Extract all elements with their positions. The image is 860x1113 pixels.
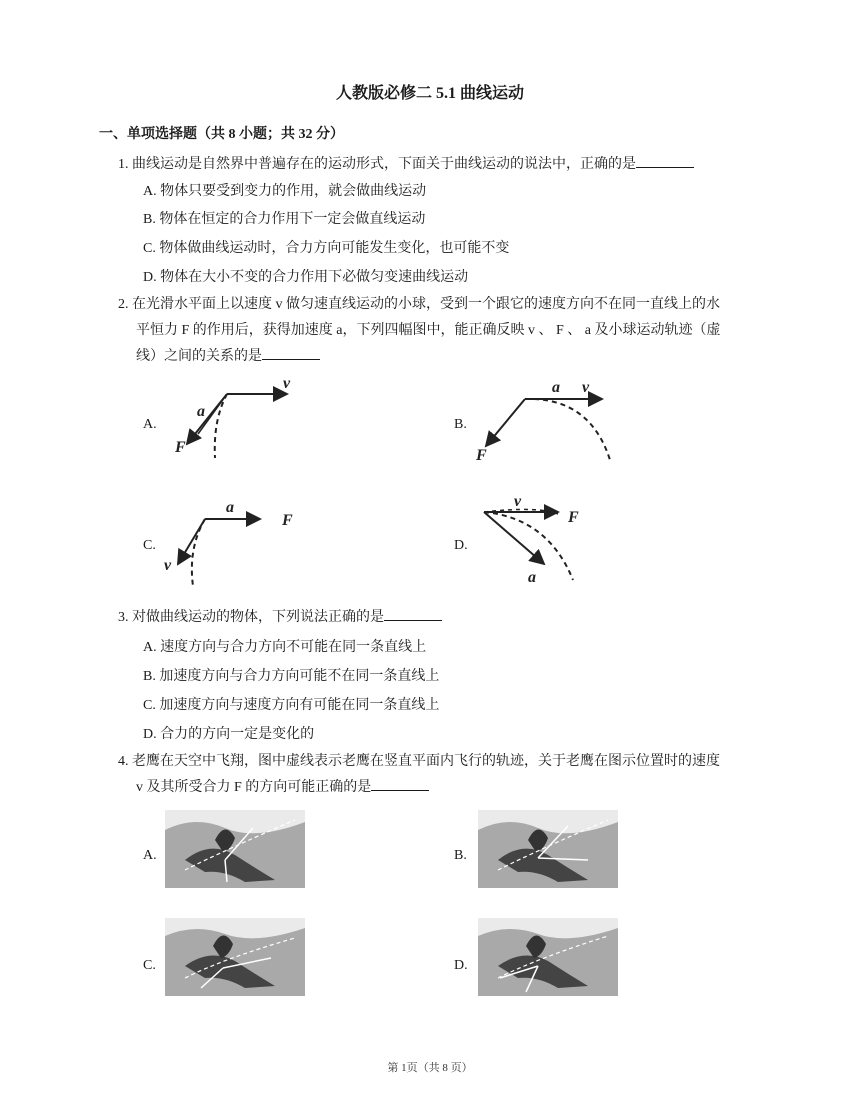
symbol-f: F [476, 447, 487, 464]
symbol-a: a [552, 379, 560, 396]
q1-option-a: A. 物体只要受到变力的作用，就会做曲线运动 [143, 184, 427, 199]
question-1-stem [118, 152, 768, 178]
q1-option-c: C. 物体做曲线运动时，合力方向可能发生变化，也可能不变 [143, 241, 510, 256]
question-2-line-3-text: 线）之间的关系的是 [136, 349, 262, 364]
page-title: 人教版必修二 5.1 曲线运动 [335, 85, 524, 102]
q4-label-c: C. [143, 958, 156, 973]
question-2-line-1: 2. 在光滑水平面上以速度 v 做匀速直线运动的小球，受到一个跟它的速度方向不在同一直线上的水 [118, 297, 720, 312]
q2-label-b: B. [454, 417, 467, 432]
answer-blank [371, 776, 429, 791]
section-heading: 一、单项选择题（共 8 小题；共 32 分） [99, 127, 344, 142]
q4-label-a: A. [143, 848, 157, 863]
eagle-photo-b [478, 810, 618, 888]
acceleration-arrow [484, 512, 544, 564]
eagle-illustration-icon [165, 810, 305, 888]
q1-option-b: B. 物体在恒定的合力作用下一定会做直线运动 [143, 212, 426, 227]
symbol-a: a [197, 403, 205, 420]
symbol-a: a [528, 569, 536, 586]
eagle-illustration-icon [478, 918, 618, 996]
symbol-v: v [582, 379, 590, 396]
question-4-line-2-text: v 及其所受合力 F 的方向可能正确的是 [136, 780, 372, 795]
symbol-f: F [568, 509, 579, 526]
page-footer: 第 1页（共 8 页） [387, 1062, 473, 1074]
eagle-photo-a [165, 810, 305, 888]
question-4-line-2 [118, 775, 768, 801]
q2-diagram-b [470, 372, 630, 464]
q2-label-d: D. [454, 538, 468, 553]
q2-diagram-c [160, 498, 310, 590]
trajectory-dashed [525, 399, 610, 460]
symbol-v: v [514, 494, 522, 510]
question-4-line-1: 4. 老鹰在天空中飞翔，图中虚线表示老鹰在竖直平面内飞行的轨迹，关于老鹰在图示位置时的速度 [118, 754, 720, 769]
q3-option-d: D. 合力的方向一定是变化的 [143, 727, 315, 742]
q3-option-c: C. 加速度方向与速度方向有可能在同一条直线上 [143, 698, 440, 713]
q4-label-b: B. [454, 848, 467, 863]
question-3-text: 3. 对做曲线运动的物体，下列说法正确的是 [118, 610, 384, 625]
q1-option-d: D. 物体在大小不变的合力作用下必做匀变速曲线运动 [143, 270, 469, 285]
question-1-text: 1. 曲线运动是自然界中普遍存在的运动形式，下面关于曲线运动的说法中，正确的是 [118, 157, 636, 172]
question-2-line-3 [118, 344, 768, 370]
eagle-illustration-icon [478, 810, 618, 888]
q2-label-c: C. [143, 538, 156, 553]
symbol-v: v [283, 375, 291, 392]
q2-diagram-a [165, 372, 305, 464]
force-arrow [486, 399, 525, 446]
q2-diagram-d [478, 494, 628, 590]
eagle-illustration-icon [165, 918, 305, 996]
symbol-f: F [282, 512, 293, 529]
question-2-stem [118, 292, 768, 370]
symbol-f: F [175, 439, 186, 456]
answer-blank [262, 345, 320, 360]
q3-option-b: B. 加速度方向与合力方向可能不在同一条直线上 [143, 669, 440, 684]
eagle-photo-c [165, 918, 305, 996]
q4-label-d: D. [454, 958, 468, 973]
symbol-a: a [226, 499, 234, 516]
eagle-photo-d [478, 918, 618, 996]
answer-blank [636, 153, 694, 168]
question-4-stem [118, 749, 768, 801]
question-2-line-2: 平恒力 F 的作用后，获得加速度 a，下列四幅图中，能正确反映 v 、 F 、 a 及小球运动轨迹（虚 [136, 323, 721, 338]
question-3-stem [118, 605, 768, 631]
q3-option-a: A. 速度方向与合力方向不可能在同一条直线上 [143, 640, 427, 655]
q2-label-a: A. [143, 417, 157, 432]
answer-blank [384, 606, 442, 621]
symbol-v: v [164, 557, 172, 574]
